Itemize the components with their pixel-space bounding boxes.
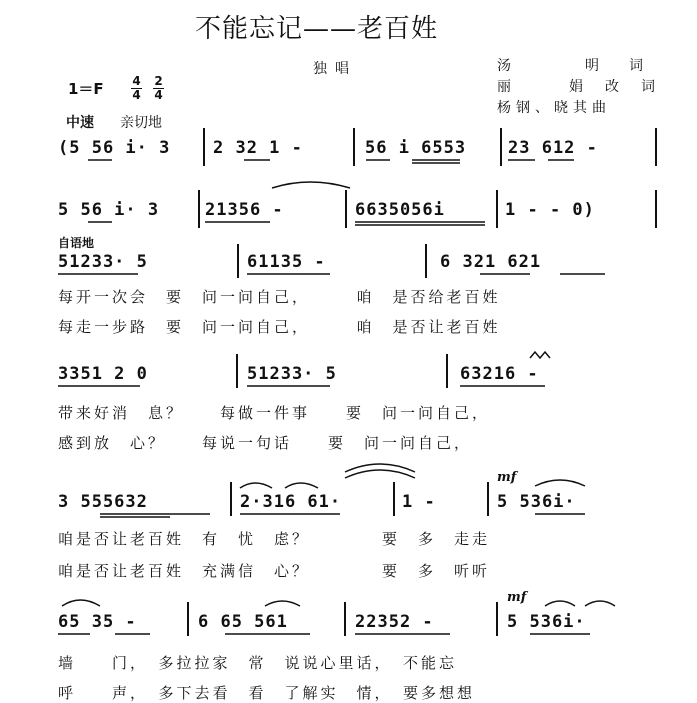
measure: 63216 - — [460, 364, 539, 384]
lyric-verse-1: 咱是否让老百姓 有 忧 虑？ 要 多 走走 — [58, 530, 491, 548]
slur — [585, 601, 615, 606]
style-marking: 自语地 — [58, 236, 95, 250]
measure: 2·316 61· — [240, 492, 342, 512]
measure: 5 536i· — [507, 612, 586, 632]
lyric-verse-2: 呼 声， 多下去看 看 了解实 情， 要多想想 — [58, 684, 476, 702]
measure: 6635056i — [355, 200, 445, 220]
tie — [272, 182, 350, 188]
slur — [535, 480, 585, 486]
measure: 51233· 5 — [58, 252, 148, 272]
song-title: 不能忘记——老百姓 — [195, 14, 439, 44]
tempo-marking: 中速 — [66, 115, 94, 131]
measure: 65 35 - — [58, 612, 137, 632]
slur — [265, 601, 300, 606]
measure: (5 56 i· 3 — [58, 138, 171, 158]
slur — [285, 483, 318, 488]
mordent-mark — [530, 352, 550, 358]
measure: 5 536i· — [497, 492, 576, 512]
lyric-verse-1: 带来好消 息？ 每做一件事 要 问一问自己， — [58, 404, 491, 422]
measure: 56 i 6553 — [365, 138, 467, 158]
lyricist-credit: 汤 明词 — [497, 58, 673, 74]
time-sig-1-bottom: 4 — [132, 88, 141, 102]
time-sig-2-top: 2 — [154, 74, 163, 88]
tie — [345, 464, 415, 472]
slur — [240, 483, 272, 488]
composer-credit: 杨钢、晓其曲 — [497, 100, 611, 116]
dynamic-marking: mf — [507, 590, 527, 605]
measure: 2 32 1 - — [213, 138, 303, 158]
reviser-credit: 丽 娟改词 — [497, 79, 677, 95]
lyric-verse-2: 每走一步路 要 问一问自己， 咱 是否让老百姓 — [58, 318, 501, 336]
measure: 21356 - — [205, 200, 284, 220]
performance-type: 独唱 — [313, 61, 357, 77]
measure: 3 555632 — [58, 492, 148, 512]
lyric-verse-2: 感到放 心？ 每说一句话 要 问一问自己， — [58, 434, 473, 452]
measure: 5 56 i· 3 — [58, 200, 160, 220]
key-signature: 1＝F — [68, 80, 104, 98]
dynamic-marking: mf — [497, 470, 517, 485]
time-sig-1-top: 4 — [132, 74, 141, 88]
measure: 1 - — [402, 492, 436, 512]
mood-marking: 亲切地 — [120, 115, 162, 131]
lyric-verse-2: 咱是否让老百姓 充满信 心？ 要 多 听听 — [58, 562, 491, 580]
measure: 3351 2 0 — [58, 364, 148, 384]
measure: 1 - - 0) — [505, 200, 595, 220]
slur — [62, 600, 100, 606]
tie — [345, 470, 415, 478]
measure: 51233· 5 — [247, 364, 337, 384]
lyric-verse-1: 墙 门， 多拉拉家 常 说说心里话， 不能忘 — [58, 654, 458, 672]
measure: 6 321 621 — [440, 252, 542, 272]
measure: 6 65 561 — [198, 612, 288, 632]
measure: 22352 - — [355, 612, 434, 632]
measure: 61135 - — [247, 252, 326, 272]
slur — [545, 601, 575, 606]
lyric-verse-1: 每开一次会 要 问一问自己， 咱 是否给老百姓 — [58, 288, 501, 306]
measure: 23 612 - — [508, 138, 598, 158]
time-sig-2-bottom: 4 — [154, 88, 163, 102]
